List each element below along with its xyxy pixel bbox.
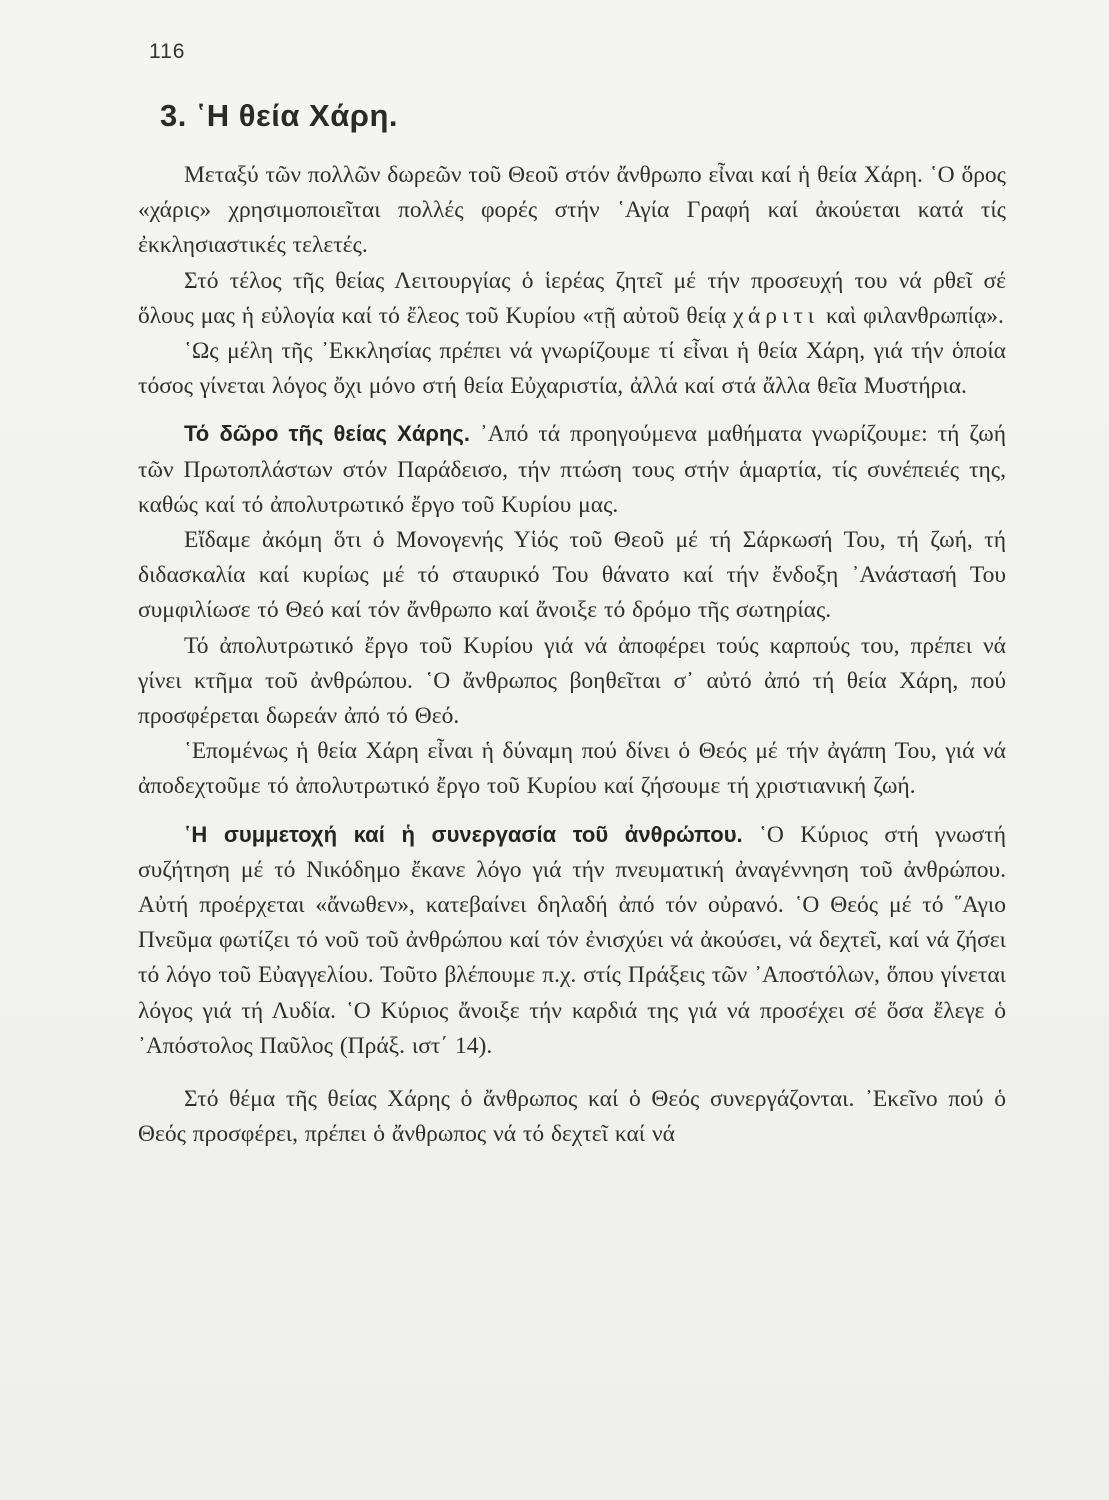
paragraph-8 xyxy=(138,817,1006,1064)
paragraph-3: ῾Ως μέλη τῆς ᾿Εκκλησίας πρέπει νά γνωρίζουμε τί εἶναι ἡ θεία Χάρη, γιά τήν ὁποία τόσος γίνεται λόγος ὄχι μόνο στή θεία Εὐχαριστία, ἀλλά καί στά ἄλλα θεῖα Μυστήρια. xyxy=(138,338,1006,400)
paragraph-4-heading: Τό δῶρο τῆς θείας Χάρης. xyxy=(184,421,470,447)
paragraph-2 xyxy=(138,264,1006,334)
body-text xyxy=(138,158,1006,1152)
paragraph-2-text-a: Στό τέλος τῆς θείας Λειτουργίας ὁ ἱερέας ζητεῖ μέ τήν προσευχή του νά ρθεῖ σέ ὅλους μας ἡ εὐλογία καί τό ἔλεος τοῦ Κυρίου «τῇ αὐτοῦ θείᾳ xyxy=(138,267,1006,329)
paragraph-8-text: ῾Ο Κύριος στή γνωστή συζήτηση μέ τό Νικόδημο ἔκανε λόγο γιά τήν πνευματική ἀναγέννηση τοῦ ἀνθρώπου. Αὐτή προέρχεται «ἄνωθεν», κατεβαίνει δηλαδή ἀπό τόν οὐρανό. ῾Ο Θεός μέ τό ῞Αγιο Πνεῦμα φωτίζει τό νοῦ τοῦ ἀνθρώπου καί τόν ἐνισχύει νά ἀκούσει, νά δεχτεῖ, καί νά ζήσει τό λόγο τοῦ Εὐαγγελίου. Τοῦτο βλέπουμε π.χ. στίς Πράξεις τῶν ᾿Αποστόλων, ὅπου γίνεται λόγος γιά τή Λυδία. ῾Ο Κύριος ἄνοιξε τήν καρδιά της γιά νά προσέχει σέ ὅσα ἔλεγε ὁ ᾿Απόστολος Παῦλος (Πράξ. ιστ΄ 14). xyxy=(138,821,1006,1059)
paragraph-7: ῾Επομένως ἡ θεία Χάρη εἶναι ἡ δύναμη πού δίνει ὁ Θεός μέ τήν ἀγάπη Του, γιά νά ἀποδεχτοῦμε τό ἀπολυτρωτικό ἔργο τοῦ Κυρίου καί ζήσουμε τή χριστιανική ζωή. xyxy=(138,738,1006,800)
paragraph-2-spaced-word: χάριτι xyxy=(733,302,820,329)
paragraph-6: Τό ἀπολυτρωτικό ἔργο τοῦ Κυρίου γιά νά ἀποφέρει τούς καρπούς του, πρέπει νά γίνει κτῆμα τοῦ ἀνθρώπου. ῾Ο ἄνθρωπος βοηθεῖται σ᾿ αὐτό ἀπό τή θεία Χάρη, πού προσφέρεται δωρεάν ἀπό τό Θεό. xyxy=(138,632,1006,730)
paragraph-2-text-b: καὶ φιλανθρωπίᾳ». xyxy=(819,302,1004,329)
paragraph-4-text: ᾿Από τά προηγούμενα μαθήματα γνωρίζουμε: τή ζωή τῶν Πρωτοπλάστων στόν Παράδεισο, τήν πτώση τους στήν ἁμαρτία, τίς συνέπειές της, καθώς καί τό ἀπολυτρωτικό ἔργο τοῦ Κυρίου μας. xyxy=(138,421,1006,518)
paragraph-4 xyxy=(138,416,1006,523)
paragraph-5: Εἴδαμε ἀκόμη ὅτι ὁ Μονογενής Υἱός τοῦ Θεοῦ μέ τή Σάρκωσή Του, τή ζωή, τή διδασκαλία καί κυρίως μέ τό σταυρικό Του θάνατο καί τήν ἔνδοξη ᾿Ανάστασή Του συμφιλίωσε τό Θεό καί τόν ἄνθρωπο καί ἄνοιξε τό δρόμο τῆς σωτηρίας. xyxy=(138,527,1006,624)
paragraph-1: Μεταξύ τῶν πολλῶν δωρεῶν τοῦ Θεοῦ στόν ἄνθρωπο εἶναι καί ἡ θεία Χάρη. ῾Ο ὅρος «χάρις» χρησιμοποιεῖται πολλές φορές στήν ῾Αγία Γραφή καί ἀκούεται κατά τίς ἐκκλησιαστικές τελετές. xyxy=(138,162,1006,259)
paragraph-8-heading: ῾Η συμμετοχή καί ἡ συνεργασία τοῦ ἀνθρώπου. xyxy=(184,821,743,847)
section-title: 3. ῾Η θεία Χάρη. xyxy=(160,98,399,133)
paragraph-9: Στό θέμα τῆς θείας Χάρης ὁ ἄνθρωπος καί ὁ Θεός συνεργάζονται. ᾿Εκεῖνο πού ὁ Θεός προσφέρει, πρέπει ὁ ἄνθρωπος νά τό δεχτεῖ καί νά xyxy=(138,1086,1006,1148)
page-number: 116 xyxy=(149,40,186,63)
